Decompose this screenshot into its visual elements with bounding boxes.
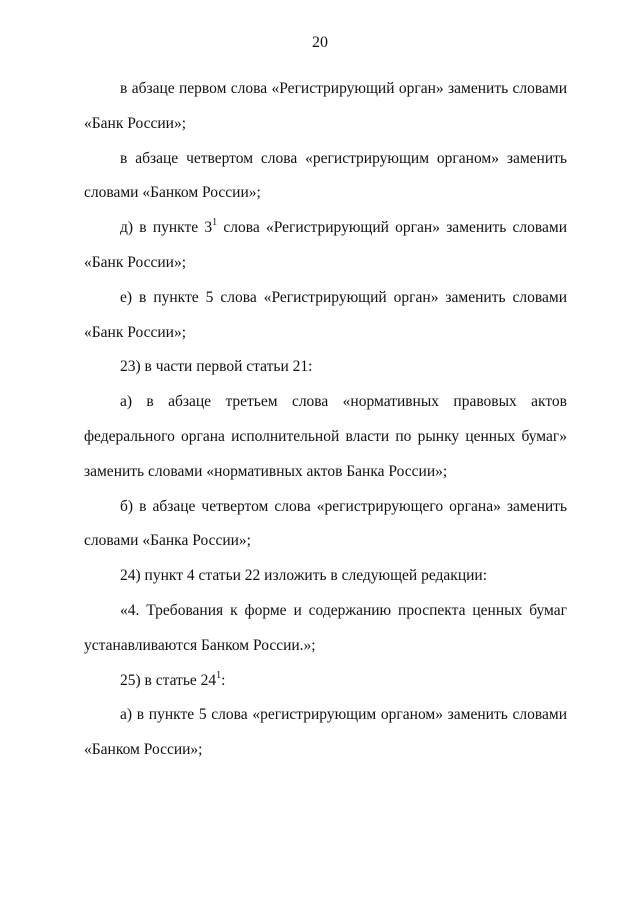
paragraph: в абзаце первом слова «Регистрирующий орган» заменить словами «Банк России»; [84, 80, 567, 132]
paragraph-text: 25) в статье 24 [120, 671, 217, 689]
paragraph-text: д) в пункте 3 [120, 219, 213, 237]
paragraph: е) в пункте 5 слова «Регистрирующий орган» заменить словами «Банк России»; [84, 288, 567, 341]
paragraph: «4. Требования к форме и содержанию проспекта ценных бумаг устанавливаются Банком России.»; [84, 601, 567, 654]
paragraph-text: слова «Регистрирующий орган» заменить словами «Банк России»; [84, 219, 568, 271]
superscript: 1 [216, 669, 222, 681]
document-body [84, 72, 567, 768]
paragraph [84, 211, 567, 281]
paragraph: 24) пункт 4 статьи 22 изложить в следующей редакции: [120, 567, 488, 585]
paragraph: в абзаце четвертом слова «регистрирующим органом» заменить словами «Банком России»; [84, 149, 567, 202]
paragraph: б) в абзаце четвертом слова «регистрирующего органа» заменить словами «Банка России»; [84, 497, 567, 550]
paragraph [84, 664, 567, 699]
page-number: 20 [312, 34, 328, 51]
superscript: 1 [212, 217, 218, 229]
paragraph: 23) в части первой статьи 21: [120, 358, 313, 376]
paragraph-text: : [221, 671, 226, 689]
paragraph: а) в пункте 5 слова «регистрирующим органом» заменить словами «Банком России»; [84, 706, 567, 759]
paragraph: а) в абзаце третьем слова «нормативных правовых актов федерального органа исполнительной власти по рынку ценных бумаг» заменить словами «нормативных актов Банка России»; [84, 393, 567, 480]
